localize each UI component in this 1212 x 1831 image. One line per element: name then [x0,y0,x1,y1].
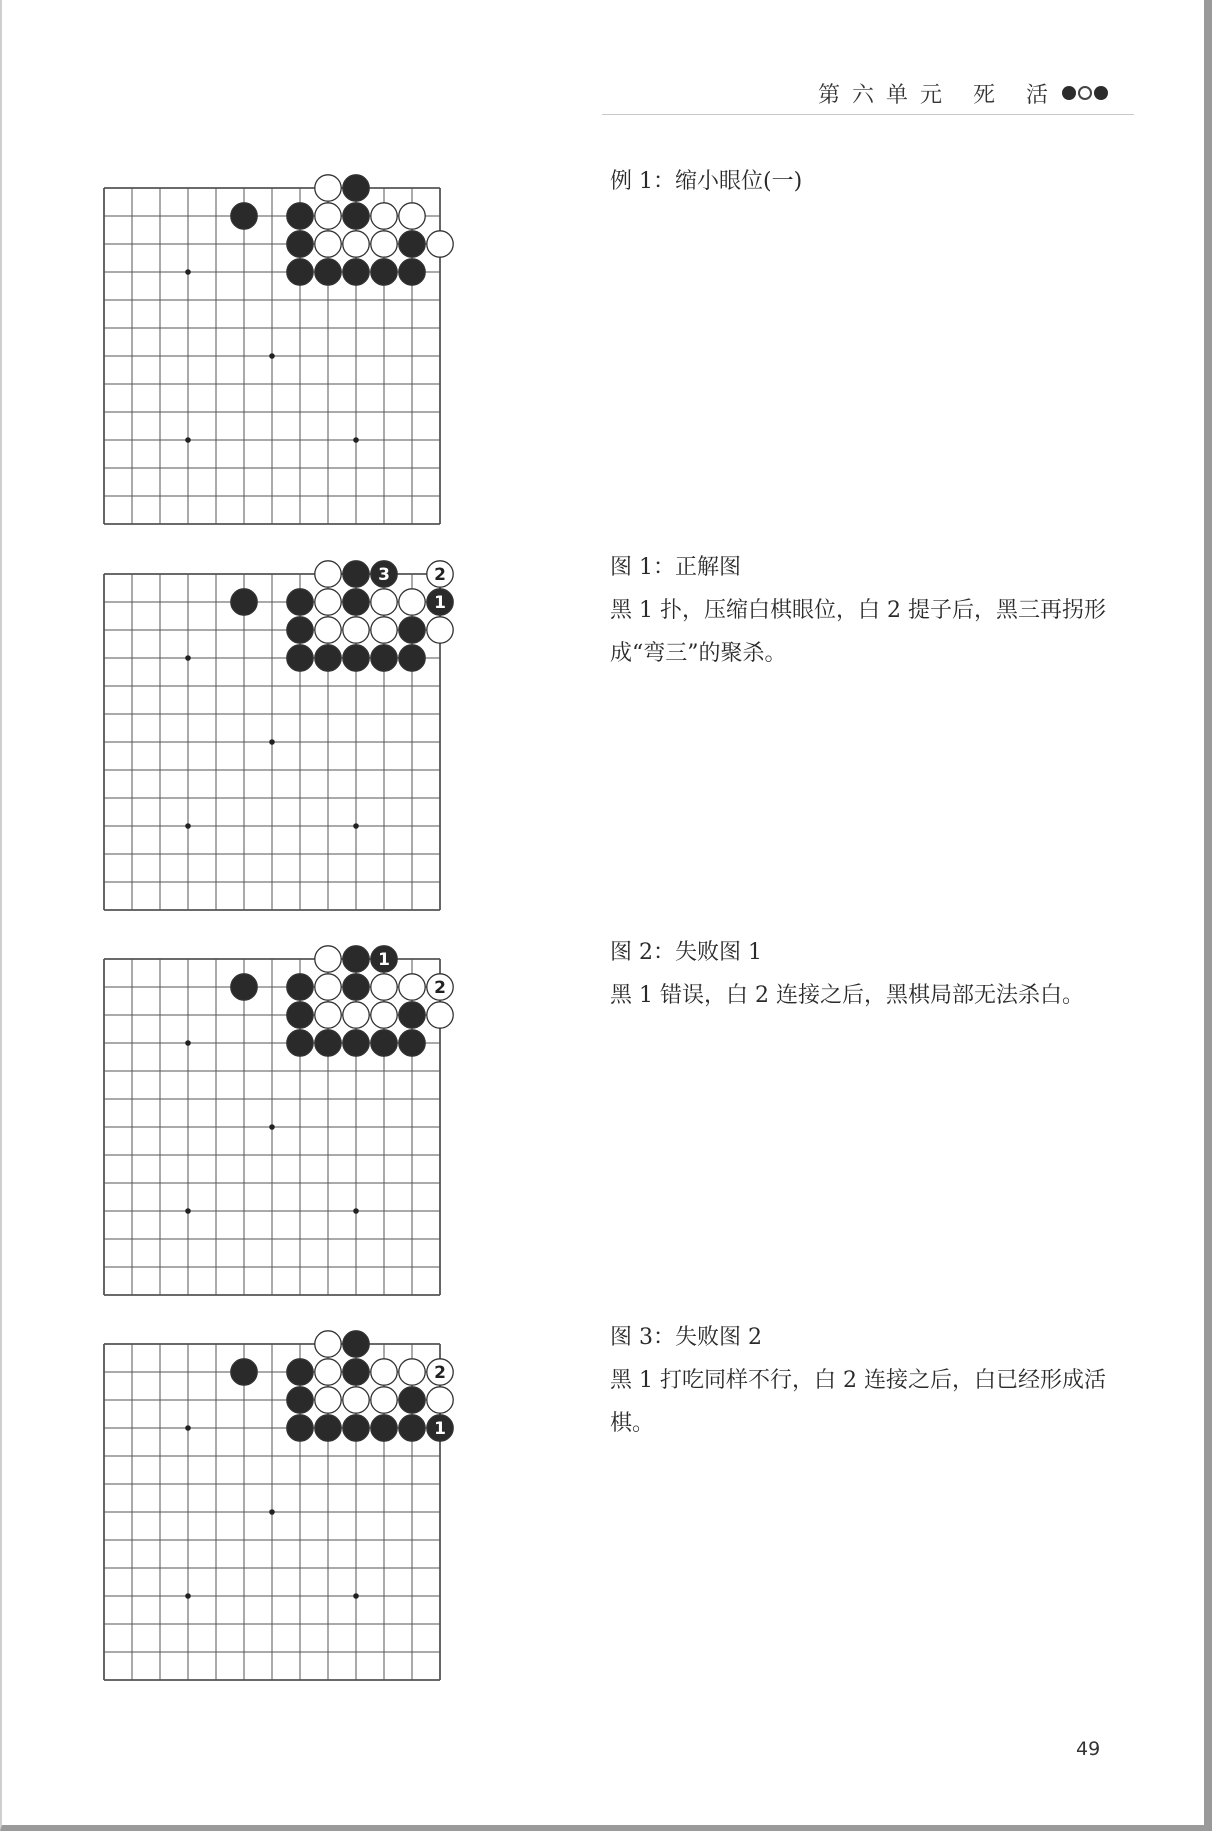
white-stone [427,561,453,587]
star-point [185,1040,191,1046]
black-stone [399,231,425,257]
stone-disc [371,1030,397,1056]
star-point [269,353,275,359]
black-stone [343,175,369,201]
stone-disc [315,1002,341,1028]
black-stone [371,946,397,972]
stone-disc [315,1415,341,1441]
stone-disc [287,1002,313,1028]
star-point [269,739,275,745]
stone-disc [343,617,369,643]
black-stone [371,1030,397,1056]
caption-text: 黑 1 错误，白 2 连接之后，黑棋局部无法杀白。 [610,983,1084,1008]
stone-disc [343,561,369,587]
black-stone [287,974,313,1000]
white-stone [427,231,453,257]
stone-disc [287,1415,313,1441]
black-stone [343,1359,369,1385]
stone-disc [371,1359,397,1385]
stone-disc [371,589,397,615]
caption-figure-3 [610,1316,1110,1445]
black-stone [343,1331,369,1357]
black-stone [315,259,341,285]
stone-disc [371,1387,397,1413]
white-stone [371,1359,397,1385]
black-stone [287,1387,313,1413]
stone-disc [315,259,341,285]
stone-disc [315,1331,341,1357]
star-point [269,1509,275,1515]
star-point [185,655,191,661]
stone-disc [287,1030,313,1056]
white-stone [343,617,369,643]
caption-title: 图 3：失败图 2 [610,1325,762,1350]
stone-disc [315,231,341,257]
stone-disc [343,946,369,972]
caption-text: 黑 1 扑，压缩白棋眼位，白 2 提子后，黑三再拐形成“弯三”的聚杀。 [610,598,1106,666]
star-point [185,1593,191,1599]
black-stone [231,974,257,1000]
stone-disc [371,203,397,229]
stone-disc [343,259,369,285]
go-board-svg [98,1338,468,1708]
ornament-dot-1 [1062,86,1076,100]
white-stone [371,203,397,229]
go-board-svg [98,182,468,552]
black-stone [399,1415,425,1441]
black-stone [343,1030,369,1056]
stone-disc [287,645,313,671]
black-stone [371,561,397,587]
stone-disc [287,617,313,643]
black-stone [315,645,341,671]
stone-disc [399,1030,425,1056]
stone-disc [343,1359,369,1385]
white-stone [371,617,397,643]
white-stone [343,1002,369,1028]
white-stone [371,974,397,1000]
move-number: 2 [434,978,446,998]
black-stone [315,1415,341,1441]
stone-disc [427,617,453,643]
white-stone [315,175,341,201]
white-stone [427,1359,453,1385]
stone-disc [343,203,369,229]
white-stone [427,617,453,643]
go-board-figure-3 [98,1338,468,1708]
stone-disc [399,1359,425,1385]
white-stone [371,1002,397,1028]
star-point [353,1593,359,1599]
stone-disc [287,259,313,285]
white-stone [371,589,397,615]
star-point [353,1208,359,1214]
stone-disc [427,1002,453,1028]
stone-disc [399,1415,425,1441]
running-header [818,76,1108,110]
stone-disc [343,231,369,257]
white-stone [315,231,341,257]
white-stone [427,974,453,1000]
stone-disc [287,203,313,229]
white-stone [399,203,425,229]
stone-disc [315,946,341,972]
stone-disc [287,974,313,1000]
stone-disc [399,617,425,643]
black-stone [343,561,369,587]
star-point [185,1425,191,1431]
stone-disc [371,231,397,257]
caption-title: 图 1：正解图 [610,555,741,580]
header-ornament [1062,86,1108,100]
move-number: 2 [434,1363,446,1383]
white-stone [399,589,425,615]
star-point [353,823,359,829]
stone-disc [371,1002,397,1028]
stone-disc [427,1387,453,1413]
stone-disc [371,974,397,1000]
chapter-title: 第六单元 死 活 [818,82,1060,108]
black-stone [287,645,313,671]
stone-disc [399,1002,425,1028]
caption-example-1 [610,160,1110,203]
ornament-dot-2 [1078,86,1092,100]
caption-text: 黑 1 打吃同样不行，白 2 连接之后，白已经形成活棋。 [610,1368,1106,1436]
black-stone [399,259,425,285]
white-stone [315,617,341,643]
black-stone [287,1359,313,1385]
stone-disc [315,1030,341,1056]
stone-disc [399,231,425,257]
white-stone [315,1359,341,1385]
black-stone [231,1359,257,1385]
stone-disc [231,1359,257,1385]
white-stone [371,1387,397,1413]
white-stone [399,1359,425,1385]
go-board-figure-1 [98,565,468,938]
stone-disc [399,645,425,671]
black-stone [287,589,313,615]
stone-disc [231,589,257,615]
black-stone [399,1002,425,1028]
black-stone [399,1030,425,1056]
stone-disc [315,645,341,671]
stone-disc [343,589,369,615]
black-stone [399,617,425,643]
stone-disc [315,1359,341,1385]
stone-disc [287,1359,313,1385]
stone-disc [399,589,425,615]
stone-disc [315,175,341,201]
stone-disc [343,1331,369,1357]
stone-disc [343,974,369,1000]
go-board-svg [98,950,468,1323]
black-stone [315,1030,341,1056]
stone-disc [315,617,341,643]
white-stone [315,1331,341,1357]
black-stone [343,589,369,615]
move-number: 1 [378,950,390,970]
go-board-svg [98,565,468,938]
stone-disc [399,974,425,1000]
white-stone [315,946,341,972]
star-point [353,437,359,443]
white-stone [371,231,397,257]
black-stone [287,231,313,257]
white-stone [343,1387,369,1413]
stone-disc [399,203,425,229]
white-stone [399,974,425,1000]
stone-disc [343,1002,369,1028]
stone-disc [427,231,453,257]
black-stone [343,645,369,671]
white-stone [427,1387,453,1413]
black-stone [343,203,369,229]
white-stone [315,561,341,587]
stone-disc [343,1030,369,1056]
black-stone [287,203,313,229]
stone-disc [287,589,313,615]
black-stone [343,974,369,1000]
black-stone [343,259,369,285]
go-board-example-1 [98,182,468,552]
white-stone [315,974,341,1000]
stone-disc [315,203,341,229]
ornament-dot-3 [1094,86,1108,100]
star-point [185,823,191,829]
caption-title: 图 2：失败图 1 [610,940,762,965]
black-stone [399,1387,425,1413]
black-stone [371,645,397,671]
header-rule [602,114,1134,115]
black-stone [399,645,425,671]
stone-disc [231,974,257,1000]
black-stone [231,203,257,229]
stone-disc [287,1387,313,1413]
stone-disc [315,561,341,587]
black-stone [427,589,453,615]
stone-disc [231,203,257,229]
black-stone [287,1030,313,1056]
caption-figure-1 [610,546,1110,675]
stone-disc [343,175,369,201]
caption-figure-2 [610,931,1110,1017]
black-stone [343,1415,369,1441]
white-stone [427,1002,453,1028]
move-number: 1 [434,1419,446,1439]
stone-disc [315,1387,341,1413]
stone-disc [371,1415,397,1441]
black-stone [231,589,257,615]
stone-disc [343,1387,369,1413]
page-number: 49 [1076,1738,1101,1760]
stone-disc [399,1387,425,1413]
white-stone [315,1387,341,1413]
black-stone [427,1415,453,1441]
go-board-figure-2 [98,950,468,1323]
move-number: 2 [434,565,446,585]
white-stone [343,231,369,257]
stone-disc [371,259,397,285]
stone-disc [399,259,425,285]
black-stone [287,617,313,643]
stone-disc [315,589,341,615]
stone-disc [287,231,313,257]
move-number: 3 [378,565,390,585]
white-stone [315,589,341,615]
black-stone [371,259,397,285]
caption-title: 例 1：缩小眼位(一) [610,169,803,194]
black-stone [287,1415,313,1441]
black-stone [287,259,313,285]
stone-disc [343,645,369,671]
star-point [269,1124,275,1130]
black-stone [343,946,369,972]
white-stone [315,1002,341,1028]
white-stone [315,203,341,229]
star-point [185,437,191,443]
move-number: 1 [434,593,446,613]
star-point [185,269,191,275]
stone-disc [371,617,397,643]
star-point [185,1208,191,1214]
black-stone [287,1002,313,1028]
stone-disc [371,645,397,671]
stone-disc [315,974,341,1000]
black-stone [371,1415,397,1441]
stone-disc [343,1415,369,1441]
